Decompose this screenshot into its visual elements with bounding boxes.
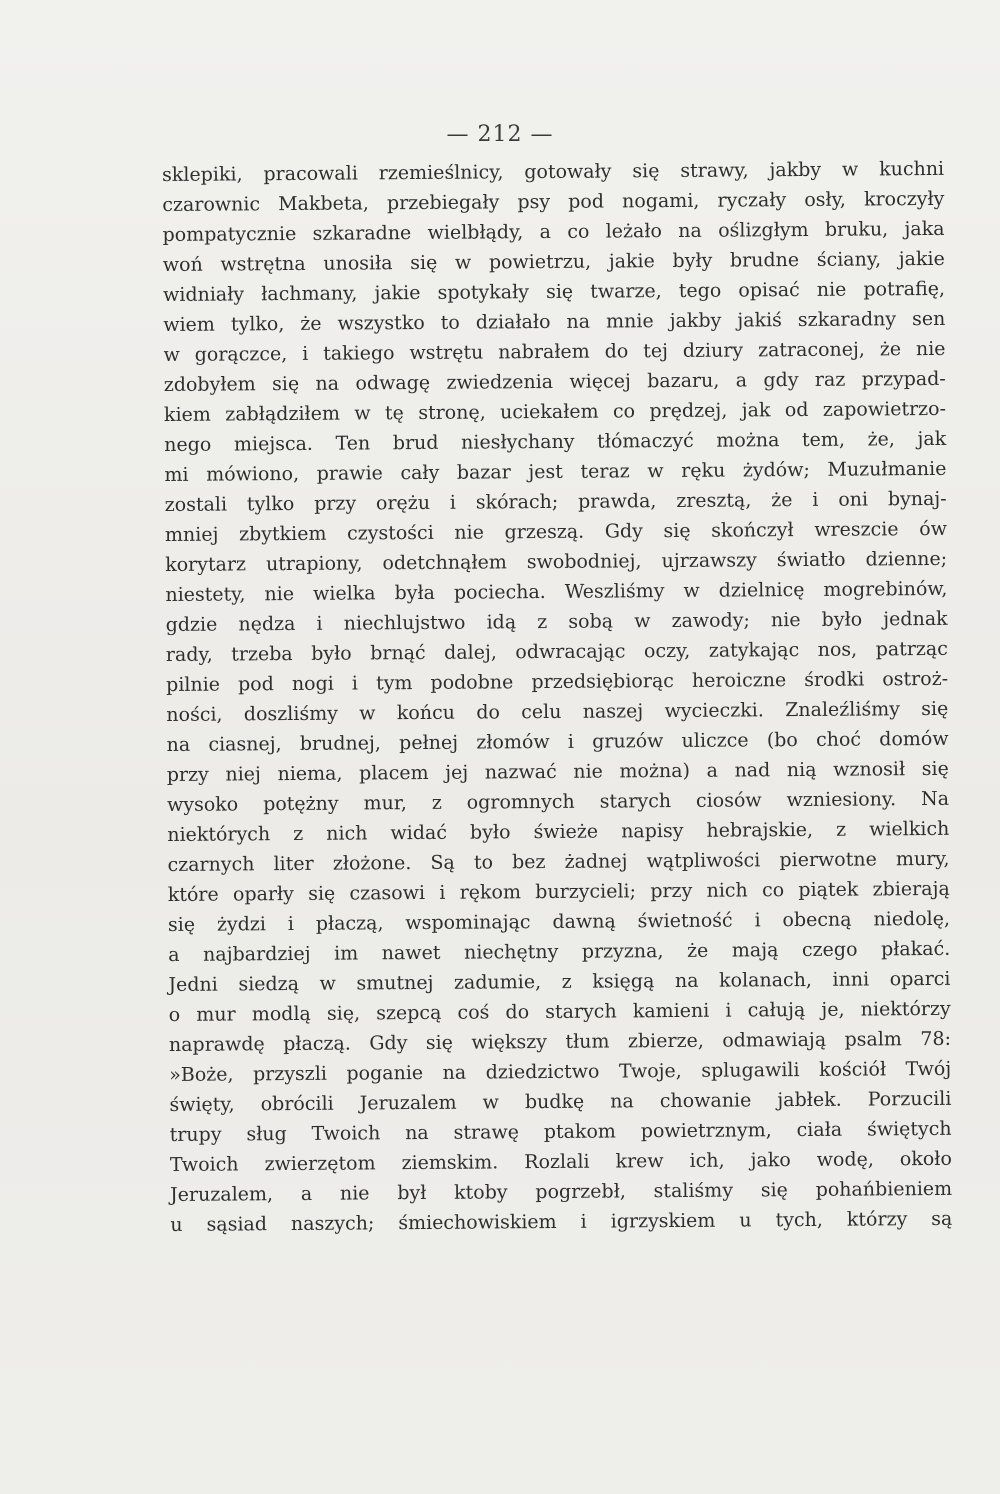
text-line: zostali tylko przy orężu i skórach; prawda, zresztą, że i oni bynaj- (164, 487, 947, 516)
text-line: w gorączce, i takiego wstrętu nabrałem do tej dziury zatraconej, że nie (163, 337, 946, 366)
text-line: sklepiki, pracowali rzemieślnicy, gotowały się strawy, jakby w kuchni (162, 157, 945, 186)
text-line: widniały łachmany, jakie spotykały się twarze, tego opisać nie potrafię, (162, 277, 946, 306)
text-line: rady, trzeba było brnąć dalej, odwracając oczy, zatykając nos, patrząc (165, 637, 948, 666)
text-line: gdzie nędza i niechlujstwo idą z sobą w zawody; nie było jednak (165, 607, 948, 636)
text-line: trupy sług Twoich na strawę ptakom powietrznym, ciała świętych (169, 1117, 952, 1146)
text-line: Jedni siedzą w smutnej zadumie, z księgą na kolanach, inni oparci (168, 967, 951, 996)
text-line: Jeruzalem, a nie był ktoby pogrzebł, staliśmy się pohańbieniem (170, 1177, 953, 1206)
text-line: woń wstrętna unosiła się w powietrzu, jakie były brudne ściany, jakie (162, 247, 945, 276)
text-line: a najbardziej im nawet niechętny przyzna, że mają czego płakać. (168, 937, 951, 966)
text-line: przy niej niema, placem jej nazwać nie można) a nad nią wznosił się (166, 757, 949, 786)
text-line: niektórych z nich widać było świeże napisy hebrajskie, z wielkich (167, 817, 950, 846)
text-line: »Boże, przyszli poganie na dziedzictwo Twoje, splugawili kościół Twój (169, 1057, 952, 1086)
text-line: nego miejsca. Ten brud niesłychany tłómaczyć można tem, że, jak (164, 427, 947, 456)
text-line: kiem zabłądziłem w tę stronę, uciekałem co prędzej, jak od zapowietrzo- (163, 397, 947, 426)
text-line: korytarz utrapiony, odetchnąłem swobodniej, ujrzawszy światło dzienne; (165, 547, 948, 576)
text-line: mniej zbytkiem czystości nie grzeszą. Gdy się skończył wreszcie ów (164, 517, 948, 546)
text-line: Twoich zwierzętom ziemskim. Rozlali krew ich, jako wodę, około (169, 1147, 952, 1176)
text-line: się żydzi i płaczą, wspominając dawną świetność i obecną niedolę, (167, 907, 951, 936)
text-line: czarnych liter złożone. Są to bez żadnej wątpliwości pierwotne mury, (167, 847, 950, 876)
text-line: pilnie pod nogi i tym podobne przedsiębiorąc heroiczne środki ostroż- (166, 667, 949, 696)
text-line: pompatycznie szkaradne wielbłądy, a co leżało na oślizgłym bruku, jaka (162, 217, 945, 246)
text-line: na ciasnej, brudnej, pełnej złomów i gruzów uliczce (bo choć domów (166, 727, 949, 756)
text-line: mi mówiono, prawie cały bazar jest teraz w ręku żydów; Muzułmanie (164, 457, 947, 486)
page-number: — 212 — (446, 122, 554, 147)
text-line: które oparły się czasowi i rękom burzycieli; przy nich co piątek zbierają (167, 877, 950, 906)
text-line: niestety, nie wielka była pociecha. Weszliśmy w dzielnicę mogrebinów, (165, 577, 948, 606)
text-line: o mur modlą się, szepcą coś do starych kamieni i całują je, niektórzy (168, 997, 951, 1026)
text-line: wysoko potężny mur, z ogromnych starych ciosów wzniesiony. Na (166, 787, 950, 816)
text-line: zdobyłem się na odwagę zwiedzenia więcej bazaru, a gdy raz przypad- (163, 367, 946, 396)
text-line: wiem tylko, że wszystko to działało na mnie jakby jakiś szkaradny sen (163, 307, 946, 336)
text-line: święty, obrócili Jeruzalem w budkę na chowanie jabłek. Porzucili (169, 1087, 952, 1116)
body-text (162, 154, 952, 1240)
text-line: ności, doszliśmy w końcu do celu naszej wycieczki. Znaleźliśmy się (166, 697, 949, 726)
text-line: u sąsiad naszych; śmiechowiskiem i igrzyskiem u tych, którzy są (170, 1207, 953, 1236)
text-line: naprawdę płaczą. Gdy się większy tłum zbierze, odmawiają psalm 78: (168, 1027, 952, 1056)
text-line: czarownic Makbeta, przebiegały psy pod nogami, ryczały osły, kroczyły (162, 187, 945, 216)
